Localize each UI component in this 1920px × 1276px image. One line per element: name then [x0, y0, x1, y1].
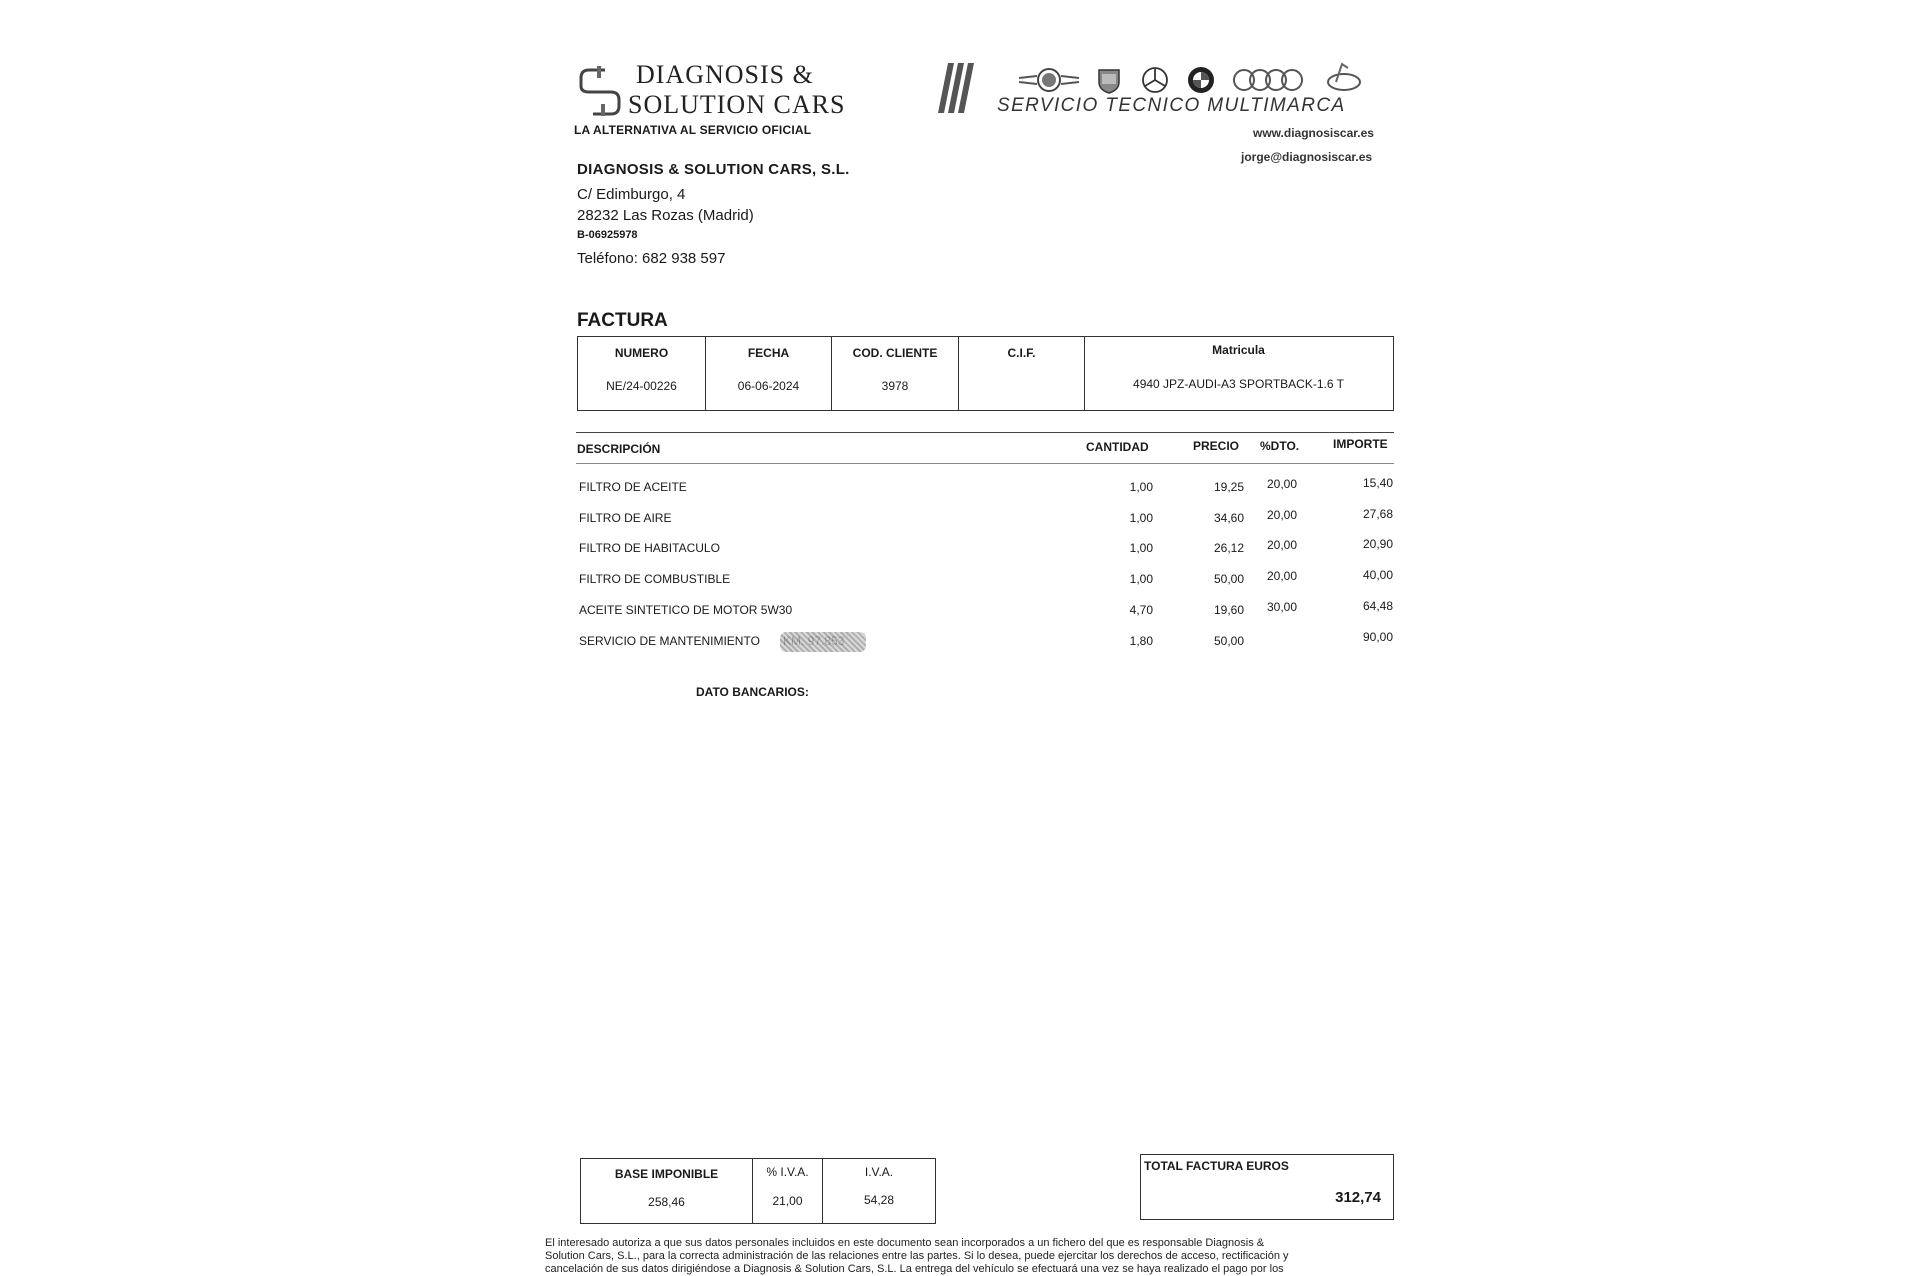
matricula-label: Matricula — [1212, 343, 1265, 357]
logo-text-line1: DIAGNOSIS & — [636, 60, 814, 89]
base-cell — [581, 1159, 753, 1223]
fecha-label: FECHA — [747, 346, 790, 360]
item-descripcion: FILTRO DE HABITACULO — [579, 541, 720, 555]
fecha-cell — [706, 337, 832, 410]
item-descripcion: FILTRO DE AIRE — [579, 511, 672, 525]
item-dto: 30,00 — [1266, 600, 1297, 614]
item-cantidad: 4,70 — [1129, 603, 1153, 617]
total-label: TOTAL FACTURA EUROS — [1144, 1159, 1289, 1173]
stripes-icon — [938, 63, 986, 113]
items-top-rule — [576, 432, 1394, 433]
iva-pct-label: % I.V.A. — [766, 1165, 809, 1179]
tax-summary-table — [580, 1158, 936, 1224]
service-title: SERVICIO TECNICO MULTIMARCA — [997, 95, 1346, 116]
item-dto: 20,00 — [1266, 569, 1297, 583]
col-descripcion: DESCRIPCIÓN — [577, 442, 661, 456]
porsche-badge-icon — [1097, 66, 1121, 94]
item-importe: 27,68 — [1362, 507, 1393, 521]
col-precio: PRECIO — [1193, 439, 1240, 453]
item-importe: 64,48 — [1362, 599, 1393, 613]
item-cantidad: 1,00 — [1129, 541, 1153, 555]
mini-badge-icon — [1017, 66, 1081, 94]
item-precio: 26,12 — [1213, 541, 1244, 555]
total-box — [1140, 1154, 1394, 1220]
cod-cliente-cell — [832, 337, 959, 410]
iva-pct-cell — [753, 1159, 823, 1223]
bmw-badge-icon — [1186, 66, 1216, 94]
item-descripcion: SERVICIO DE MANTENIMIENTO — [579, 634, 760, 648]
item-descripcion: FILTRO DE ACEITE — [579, 480, 687, 494]
items-header-rule — [576, 463, 1394, 464]
matricula-cell — [1085, 337, 1392, 410]
numero-cell — [578, 337, 706, 410]
lexus-badge-icon — [1326, 58, 1362, 92]
company-name: DIAGNOSIS & SOLUTION CARS, S.L. — [577, 161, 850, 178]
website-link[interactable]: www.diagnosiscar.es — [1253, 126, 1374, 140]
cif-label: C.I.F. — [1007, 346, 1036, 360]
item-cantidad: 1,00 — [1129, 511, 1153, 525]
base-value: 258,46 — [648, 1195, 685, 1209]
invoice-header-table — [577, 336, 1394, 411]
item-descripcion: FILTRO DE COMBUSTIBLE — [579, 572, 731, 586]
col-cantidad: CANTIDAD — [1086, 440, 1149, 454]
legal-line-2: Solution Cars, S.L., para la correcta administración de las relaciones entre las partes. Si lo desea, puede ejercitar los derechos de acceso, rectificación y — [545, 1250, 1289, 1262]
numero-value: NE/24-00226 — [606, 379, 677, 393]
document-title: FACTURA — [577, 310, 668, 331]
logo-tagline: LA ALTERNATIVA AL SERVICIO OFICIAL — [574, 123, 812, 137]
item-precio: 19,60 — [1213, 603, 1244, 617]
col-importe: IMPORTE — [1333, 437, 1388, 451]
numero-label: NUMERO — [614, 346, 669, 360]
logo-text-line2: SOLUTION CARS — [628, 90, 846, 119]
cod-cliente-label: COD. CLIENTE — [852, 346, 938, 360]
item-precio: 34,60 — [1213, 511, 1244, 525]
iva-cell — [823, 1159, 935, 1223]
col-dto: %DTO. — [1260, 439, 1300, 453]
bank-label: DATO BANCARIOS: — [696, 685, 809, 699]
cif-cell — [959, 337, 1085, 410]
iva-value: 54,28 — [863, 1193, 895, 1207]
item-importe: 90,00 — [1362, 630, 1393, 644]
legal-line-3: cancelación de sus datos dirigiéndose a Diagnosis & Solution Cars, S.L. La entrega del vehículo se efectuará una vez se haya realizado el pago por los — [545, 1263, 1284, 1275]
iva-pct-value: 21,00 — [772, 1194, 803, 1208]
iva-label: I.V.A. — [864, 1165, 894, 1179]
company-city: 28232 Las Rozas (Madrid) — [577, 207, 754, 224]
total-value: 312,74 — [1335, 1189, 1381, 1206]
cod-cliente-value: 3978 — [881, 379, 909, 393]
item-cantidad: 1,80 — [1129, 634, 1153, 648]
legal-line-1: El interesado autoriza a que sus datos personales incluidos en este documento sean incorporados a un fichero del que es responsable Diagnosis & — [545, 1237, 1265, 1249]
item-importe: 40,00 — [1362, 568, 1393, 582]
company-street: C/ Edimburgo, 4 — [577, 186, 686, 203]
item-precio: 50,00 — [1213, 634, 1244, 648]
company-phone: Teléfono: 682 938 597 — [577, 250, 726, 267]
item-dto: 20,00 — [1266, 477, 1297, 491]
item-precio: 50,00 — [1213, 572, 1244, 586]
redaction-mark — [780, 632, 866, 652]
audi-badge-icon — [1232, 66, 1306, 94]
company-cif: B-06925978 — [577, 229, 638, 241]
item-cantidad: 1,00 — [1129, 480, 1153, 494]
matricula-value: 4940 JPZ-AUDI-A3 SPORTBACK-1.6 T — [1133, 377, 1344, 391]
item-importe: 15,40 — [1362, 476, 1393, 490]
fecha-value: 06-06-2024 — [737, 379, 800, 393]
item-cantidad: 1,00 — [1129, 572, 1153, 586]
item-descripcion: ACEITE SINTETICO DE MOTOR 5W30 — [579, 603, 793, 617]
email-link[interactable]: jorge@diagnosiscar.es — [1241, 150, 1373, 164]
item-dto: 20,00 — [1266, 508, 1297, 522]
item-dto: 20,00 — [1266, 538, 1297, 552]
company-logo-icon — [575, 64, 625, 119]
base-label: BASE IMPONIBLE — [614, 1167, 719, 1181]
item-importe: 20,90 — [1362, 537, 1393, 551]
mercedes-badge-icon — [1140, 66, 1170, 94]
item-precio: 19,25 — [1213, 480, 1244, 494]
